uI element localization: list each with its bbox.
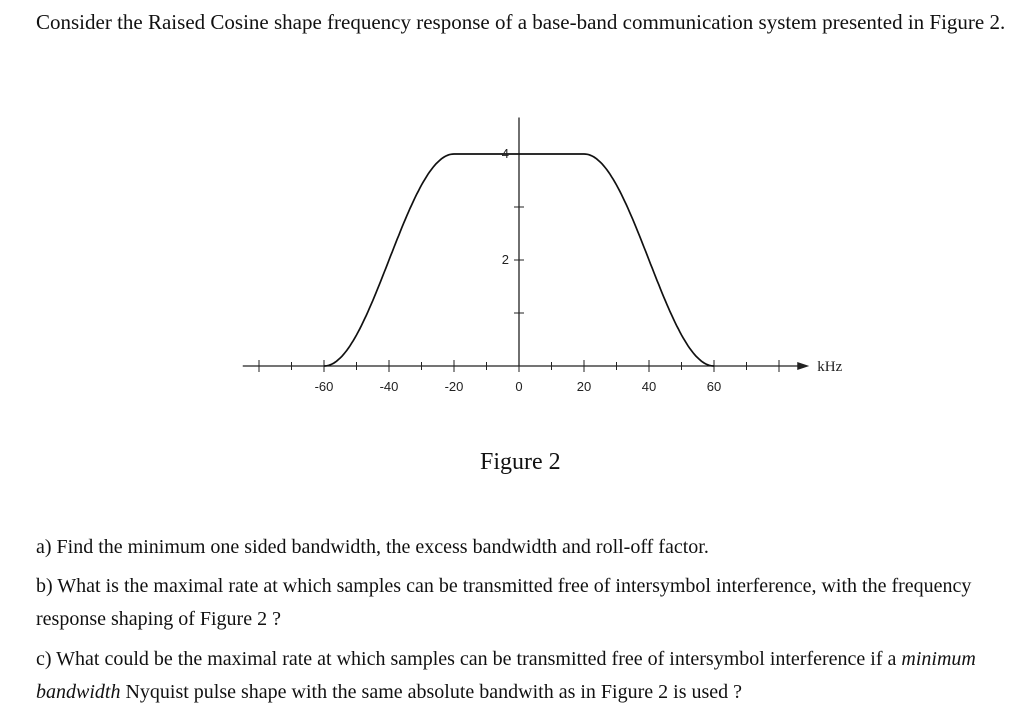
x-tick-label: 40 [641, 379, 657, 394]
question-c-emphasis: minimum bandwidth [36, 648, 976, 703]
y-tick-label: 2 [501, 252, 509, 267]
question-c [36, 643, 1016, 709]
question-b: b) What is the maximal rate at which samples can be transmitted free of intersymbol interference, with the frequency response shaping of Figure 2 ? [36, 575, 972, 630]
x-tick-label: -20 [444, 379, 464, 394]
problem-intro: Consider the Raised Cosine shape frequency response of a base-band communication system presented in Figure 2. [36, 10, 1006, 34]
x-axis-arrow [797, 362, 809, 370]
x-tick-label: 20 [576, 379, 592, 394]
question-a: a) Find the minimum one sided bandwidth, the excess bandwidth and roll-off factor. [36, 536, 709, 558]
labels [315, 146, 843, 394]
x-tick-label: -40 [379, 379, 399, 394]
question-c-start: c) What could be the maximal rate at which samples can be transmitted free of intersymbol interference if a [36, 648, 902, 670]
figure-caption: Figure 2 [480, 449, 561, 475]
x-tick-label: 0 [515, 379, 523, 394]
axes [243, 118, 810, 371]
x-tick-label: 60 [706, 379, 722, 394]
x-axis-unit-label: kHz [817, 359, 843, 375]
question-c-end: Nyquist pulse shape with the same absolute bandwith as in Figure 2 is used ? [120, 681, 743, 703]
x-tick-label: -60 [314, 379, 334, 394]
y-tick-label: 4 [501, 146, 509, 161]
